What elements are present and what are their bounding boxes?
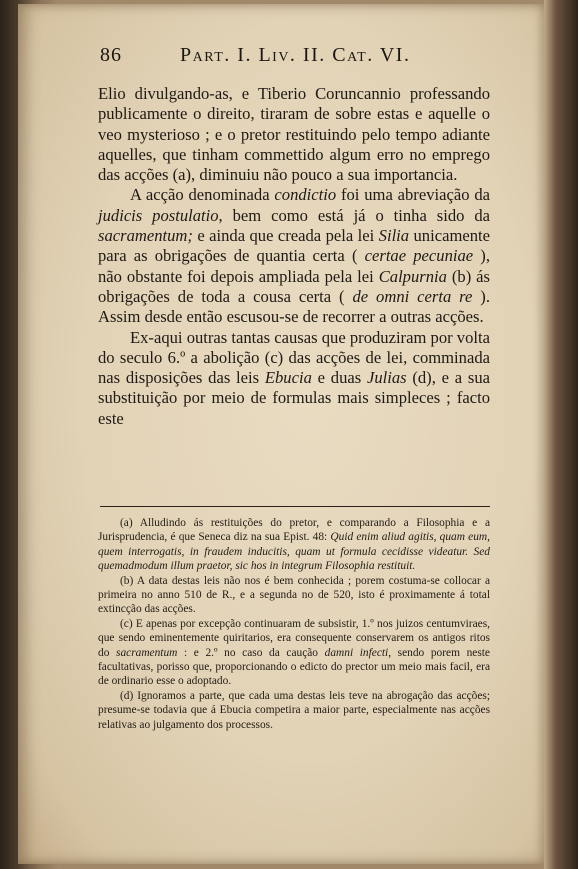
italic-quote: Quid enim aliud agitis, quam eum, quem interrogatis, in fraudem inducitis, quam ut formula cecidisse videatur. Sed quemadmodum illum praetor, sic hos in integrum Filosophia restituit. <box>98 531 490 573</box>
text-span: , sendo porem neste facultativas, porisso que, proporcionando o edicto do prector um meio mais facil, era de ordinario esse o adoptado. <box>98 646 490 688</box>
running-head: Part. I. Liv. II. Cat. VI. <box>180 44 411 66</box>
italic-term: judicis postulatio <box>98 205 219 225</box>
text-span: ), não obstante foi depois ampliada pela lei <box>98 246 490 286</box>
text-span: , bem como está já o tinha sido da <box>218 205 490 225</box>
italic-term: Calpurnia <box>378 266 447 286</box>
text-span: A acção denominada <box>130 185 275 205</box>
text-span: (a) Alludindo ás restituições do pretor, e comparando a Filosophia e a Jurisprudencia, é que Seneca diz na sua Epist. 48: <box>98 517 490 544</box>
italic-term: Silia <box>378 226 410 246</box>
italic-term: sacramentum; <box>98 226 193 246</box>
text-span: (b) ás obrigações de toda a cousa certa ( <box>98 266 491 306</box>
page-edge <box>544 0 578 869</box>
footnote-d: (d) Ignoramos a parte, que cada uma destas leis teve na abrogação das acções; presume-se todavia que á Ebucia competira a maior parte, especialmente nas acções relativas ao julgamento dos processos. <box>98 689 490 731</box>
footnote-divider <box>100 506 490 507</box>
text-span: (d), e a sua substituição por meio de formulas mais simpleces ; facto este <box>98 368 490 428</box>
italic-term: certae pecuniae <box>364 246 474 266</box>
text-span: : e 2.º no caso da caução <box>177 646 325 659</box>
footnote-a <box>98 516 490 574</box>
text-span: unicamente para as obrigações de quantia certa ( <box>98 226 490 266</box>
text-span: e duas <box>311 368 367 388</box>
page-number: 86 <box>100 44 122 66</box>
italic-term: condictio <box>274 185 337 205</box>
text-span: Ex-aqui outras tantas causas que produziram por volta do seculo 6.º a abolição (c) das acções de lei, comminada nas disposições das leis <box>98 327 490 388</box>
text-span: (c) E apenas por excepção continuaram de subsistir, 1.º nos juizos centumviraes, que sendo eminentemente quiritarios, era consequente conservarem os antigos ritos do <box>98 617 490 659</box>
italic-term: Ebucia <box>264 368 312 388</box>
main-text <box>98 84 490 429</box>
italic-term: de omni certa re <box>352 286 473 306</box>
text-span: e ainda que creada pela lei <box>192 226 379 246</box>
footnote-c <box>98 617 490 689</box>
paragraph-3 <box>98 328 490 429</box>
paragraph-1: Elio divulgando-as, e Tiberio Coruncannio professando publicamente o direito, tiraram de sobre estas e aquelle o veo mysterioso ; e o pretor restituindo pelo tempo adiante aquelles, que tinham commettido algum erro no emprego das acções (a), diminuiu não pouco a sua importancia. <box>98 84 490 185</box>
page-header <box>100 44 490 72</box>
italic-term: damni infecti <box>324 646 389 659</box>
paragraph-2 <box>98 185 490 327</box>
footnote-b: (b) A data destas leis não nos é bem conhecida ; porem costuma-se collocar a primeira no anno 510 de R., e a segunda no de 520, isto é proximamente á total extincção das acções. <box>98 574 490 616</box>
text-span: ). Assim desde então escusou-se de recorrer a outras acções. <box>98 286 490 327</box>
footnotes <box>98 516 490 732</box>
italic-term: sacramentum <box>116 646 178 659</box>
italic-term: Julias <box>366 368 407 388</box>
text-span: foi uma abreviação da <box>336 185 490 205</box>
